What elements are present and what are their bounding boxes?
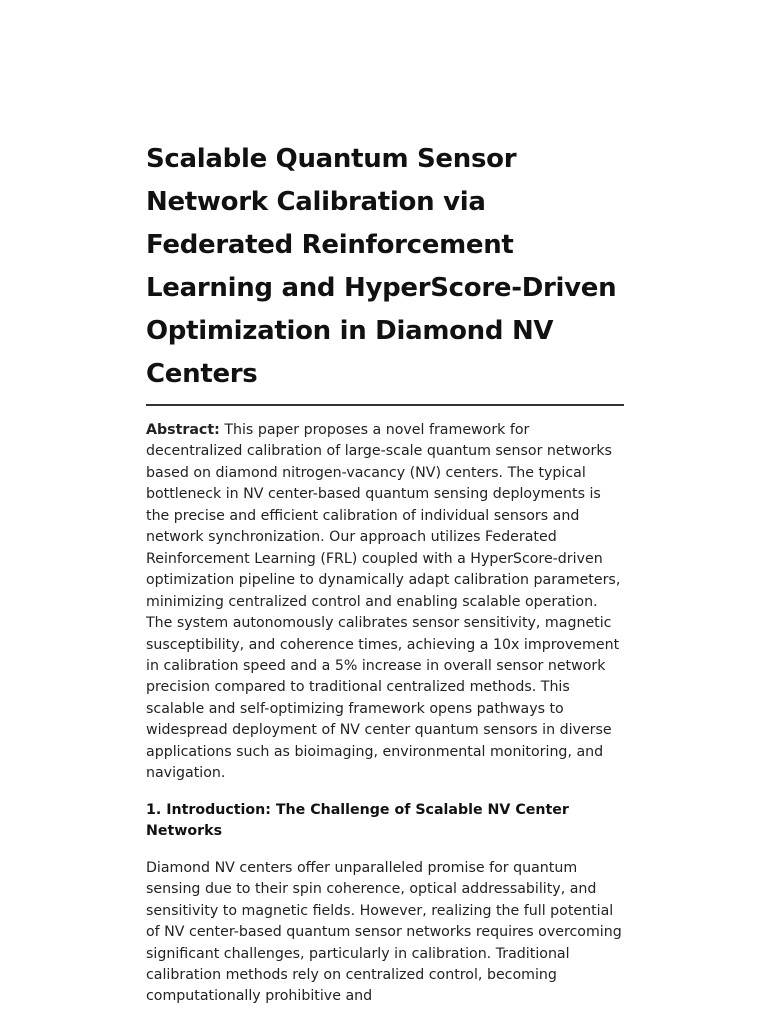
title-divider xyxy=(146,404,624,406)
abstract-label: Abstract: xyxy=(146,422,220,438)
abstract-text: This paper proposes a novel framework for decentralized calibration of large-scale quantum sensor networks based on diamond nitrogen-vacancy (NV) centers. The typical bottleneck in NV center-based quantum sensing deployments is the precise and efficient calibration of individual sensors and network synchronization. Our approach utilizes Federated Reinforcement Learning (FRL) coupled with a HyperScore-driven optimization pipeline to dynamically adapt calibration parameters, minimizing centralized control and enabling scalable operation. The system autonomously calibrates sensor sensitivity, magnetic susceptibility, and coherence times, achieving a 10x improvement in calibration speed and a 5% increase in overall sensor network precision compared to traditional centralized methods. This scalable and self-optimizing framework opens pathways to widespread deployment of NV center quantum sensors in diverse applications such as bioimaging, environmental monitoring, and navigation. xyxy=(146,422,621,782)
paper-page xyxy=(146,138,624,1008)
section-body-introduction: Diamond NV centers offer unparalleled promise for quantum sensing due to their spin coherence, optical addressability, and sensitivity to magnetic fields. However, realizing the full potential of NV center-based quantum sensor networks requires overcoming significant challenges, particularly in calibration. Traditional calibration methods rely on centralized control, becoming computationally prohibitive and xyxy=(146,859,622,1005)
abstract-paragraph xyxy=(146,420,624,785)
section-heading-introduction: 1. Introduction: The Challenge of Scalable NV Center Networks xyxy=(146,801,569,840)
paper-title: Scalable Quantum Sensor Network Calibration via Federated Reinforcement Learning and HyperScore-Driven Optimization in Diamond NV Centers xyxy=(146,144,617,389)
